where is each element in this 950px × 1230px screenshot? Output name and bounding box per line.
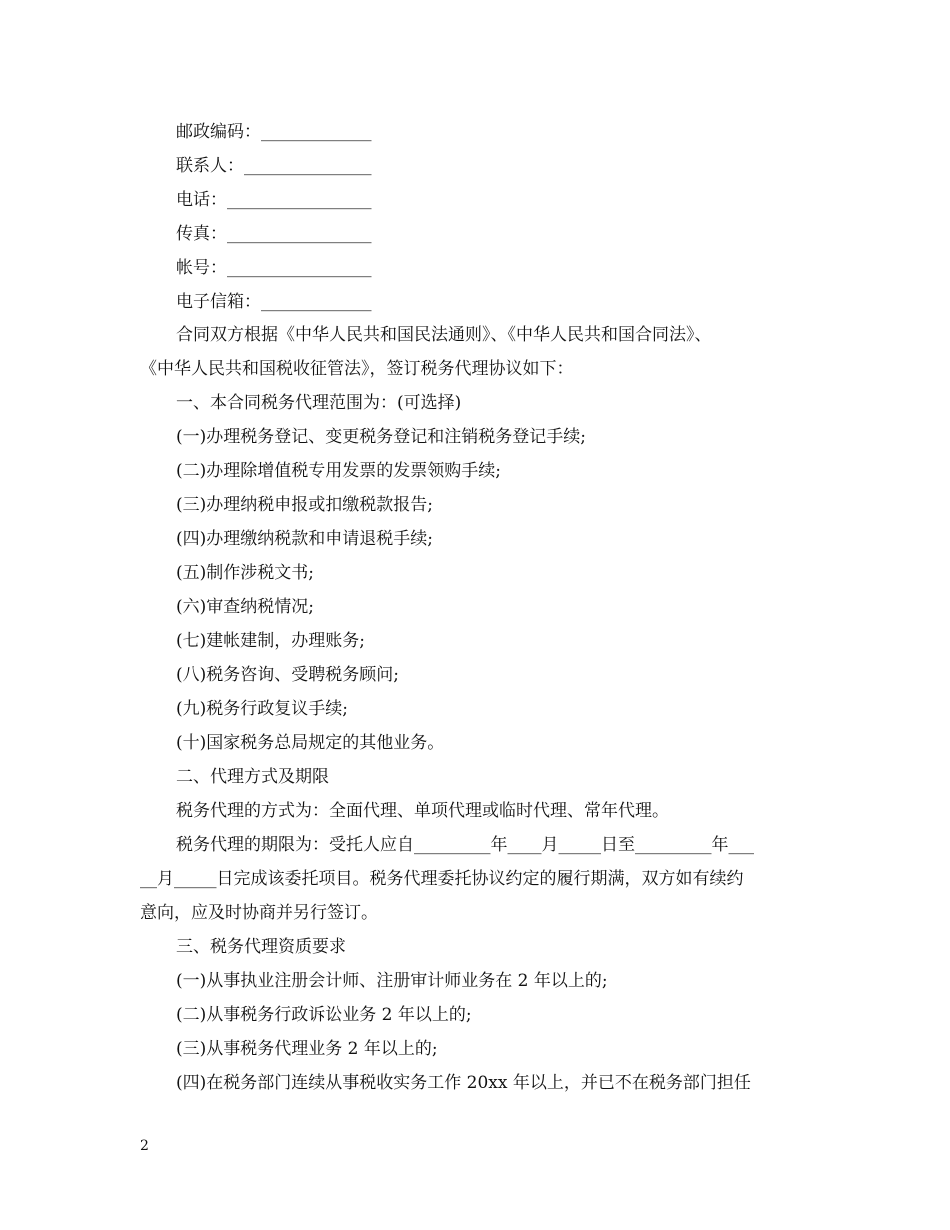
qualification-item-4: (四)在税务部门连续从事税收实务工作 20xx 年以上，并已不在税务部门担任: [176, 1073, 751, 1093]
scope-item-4: (四)办理缴纳税款和申请退税手续;: [176, 529, 433, 549]
field-blank: _________________: [227, 190, 372, 210]
scope-item-7: (七)建帐建制，办理账务;: [176, 631, 365, 651]
field-postal-code: [176, 121, 372, 143]
scope-item-10: (十)国家税务总局规定的其他业务。: [176, 733, 445, 753]
field-account: [176, 257, 372, 279]
scope-item-9: (九)税务行政复议手续;: [176, 699, 348, 719]
intro-paragraph-line-1: 合同双方根据《中华人民共和国民法通则》、《中华人民共和国合同法》、: [176, 325, 712, 345]
section-heading-qualification: 三、税务代理资质要求: [176, 937, 346, 957]
field-blank: _____________: [261, 292, 372, 312]
field-label: 电子信箱：: [176, 292, 261, 312]
field-label: 电话：: [176, 190, 227, 210]
scope-item-5: (五)制作涉税文书;: [176, 563, 314, 583]
section-heading-method: 二、代理方式及期限: [176, 767, 329, 787]
section-heading-scope: 一、本合同税务代理范围为：(可选择): [176, 393, 462, 413]
method-paragraph: 税务代理的方式为：全面代理、单项代理或临时代理、常年代理。: [176, 801, 669, 821]
qualification-item-3: (三)从事税务代理业务 2 年以上的;: [176, 1039, 438, 1059]
field-blank: _________________: [227, 224, 372, 244]
intro-paragraph-line-2: 《中华人民共和国税收征管法》，签订税务代理协议如下：: [140, 359, 574, 379]
qualification-item-2: (二)从事税务行政诉讼业务 2 年以上的;: [176, 1005, 472, 1025]
field-phone: [176, 189, 372, 211]
page-number: 2: [140, 1138, 149, 1154]
field-label: 联系人：: [176, 156, 244, 176]
term-paragraph-line-2: __月_____日完成该委托项目。税务代理委托协议约定的履行期满，双方如有续约: [140, 869, 744, 889]
field-label: 邮政编码：: [176, 122, 261, 142]
field-fax: [176, 223, 372, 245]
field-email: [176, 291, 372, 313]
field-blank: _________________: [227, 258, 372, 278]
scope-item-2: (二)办理除增值税专用发票的发票领购手续;: [176, 461, 501, 481]
field-contact-person: [176, 155, 372, 177]
term-paragraph-line-1: 税务代理的期限为：受托人应自_________年____月_____日至_________年___: [176, 835, 754, 855]
scope-item-8: (八)税务咨询、受聘税务顾问;: [176, 665, 399, 685]
scope-item-3: (三)办理纳税申报或扣缴税款报告;: [176, 495, 433, 515]
qualification-item-1: (一)从事执业注册会计师、注册审计师业务在 2 年以上的;: [176, 971, 608, 991]
field-label: 帐号：: [176, 258, 227, 278]
scope-item-6: (六)审查纳税情况;: [176, 597, 314, 617]
field-blank: _____________: [261, 122, 372, 142]
scope-item-1: (一)办理税务登记、变更税务登记和注销税务登记手续;: [176, 427, 586, 447]
field-blank: _______________: [244, 156, 372, 176]
term-paragraph-line-3: 意向，应及时协商并另行签订。: [140, 903, 378, 923]
field-label: 传真：: [176, 224, 227, 244]
